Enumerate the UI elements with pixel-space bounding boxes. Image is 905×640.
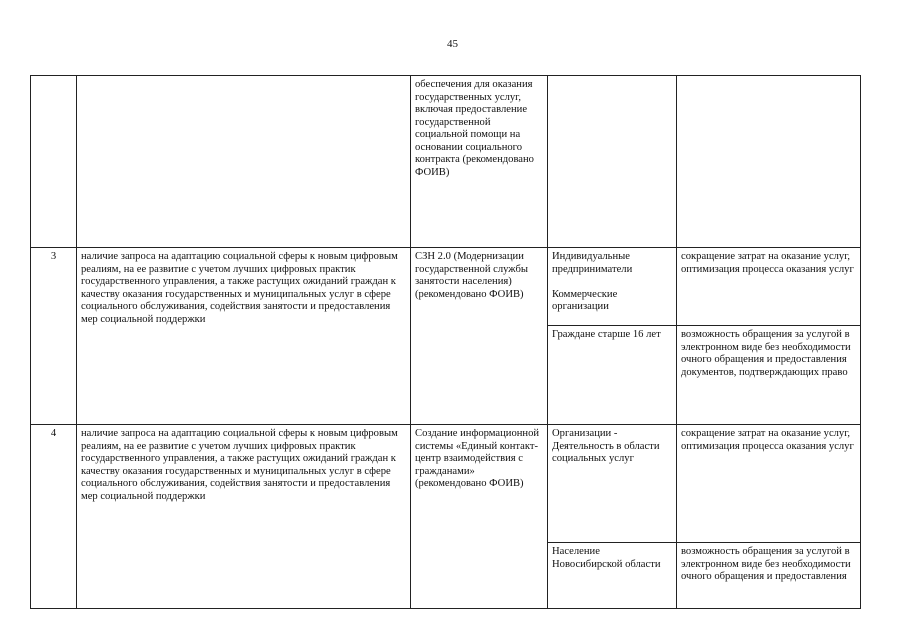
- need-cell: наличие запроса на адаптацию социальной сферы к новым цифровым реалиям, на ее развитие с учетом лучших цифровых практик государственного управления, а также растущих ожиданий граждан к качеству оказания государственных и муниципальных услуг в сфере социального обслуживания, содействия занятости и предоставления мер социальной поддержки: [77, 425, 411, 609]
- target-group-cell: Организации - Деятельность в области социальных услуг: [548, 425, 677, 543]
- solution-cell: Создание информационной системы «Единый контакт-центр взаимодействия с гражданами» (рекомендовано ФОИВ): [411, 425, 548, 609]
- target-group-cell: [548, 76, 677, 248]
- measures-table: [30, 75, 861, 609]
- need-cell: [77, 76, 411, 248]
- target-group-cell: Население Новосибирской области: [548, 543, 677, 609]
- solution-cell: обеспечения для оказания государственных услуг, включая предоставление государственной социальной помощи на основании социального контракта (рекомендовано ФОИВ): [411, 76, 548, 248]
- effect-cell: возможность обращения за услугой в электронном виде без необходимости очного обращения и предоставления документов, подтверждающих право: [677, 326, 861, 425]
- table-row: [31, 425, 861, 543]
- effect-cell: [677, 76, 861, 248]
- effect-cell: сокращение затрат на оказание услуг, оптимизация процесса оказания услуг: [677, 248, 861, 326]
- page-number: 45: [447, 38, 458, 50]
- target-group-text: Коммерческие организации: [552, 288, 618, 312]
- target-group-cell: Граждане старше 16 лет: [548, 326, 677, 425]
- target-group-cell: [548, 248, 677, 326]
- row-number-cell: [31, 76, 77, 248]
- need-cell: наличие запроса на адаптацию социальной сферы к новым цифровым реалиям, на ее развитие с учетом лучших цифровых практик государственного управления, а также растущих ожиданий граждан к качеству оказания государственных и муниципальных услуг в сфере социального обслуживания, содействия занятости и предоставления мер социальной поддержки: [77, 248, 411, 425]
- table-row: [31, 248, 861, 326]
- solution-cell: СЗН 2.0 (Модернизации государственной службы занятости населения) (рекомендовано ФОИВ): [411, 248, 548, 425]
- row-number-cell: 4: [31, 425, 77, 609]
- target-group-text: Индивидуальные предприниматели: [552, 251, 633, 275]
- row-number-cell: 3: [31, 248, 77, 425]
- effect-cell: сокращение затрат на оказание услуг, оптимизация процесса оказания услуг: [677, 425, 861, 543]
- effect-cell: возможность обращения за услугой в электронном виде без необходимости очного обращения и предоставления: [677, 543, 861, 609]
- table-row-continuation: [31, 76, 861, 248]
